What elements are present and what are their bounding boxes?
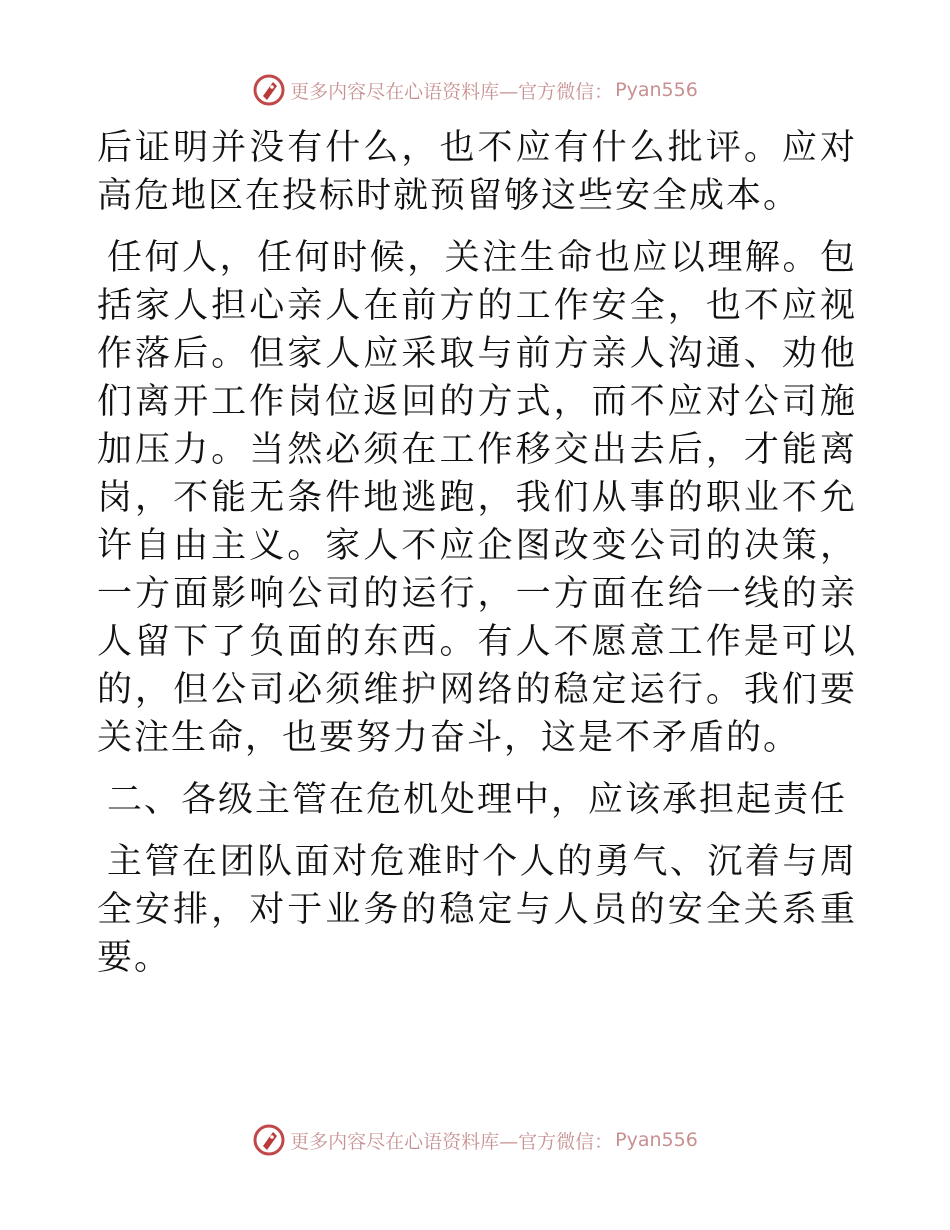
watermark-contact: Pyan556 xyxy=(615,1129,698,1151)
section-heading: 二、各级主管在危机处理中，应该承担起责任 xyxy=(107,780,848,820)
watermark-text: 更多内容尽在心语资料库—官方微信： xyxy=(290,80,614,103)
pen-nib-logo-icon xyxy=(252,73,286,107)
watermark-text: 更多内容尽在心语资料库—官方微信： xyxy=(290,1130,614,1153)
watermark-header xyxy=(0,70,950,110)
paragraph: 主管在团队面对危难时个人的勇气、沉着与周全安排，对于业务的稳定与人员的安全关系重要。 xyxy=(97,842,857,978)
watermark-contact: Pyan556 xyxy=(615,79,698,101)
document-body xyxy=(97,124,857,996)
paragraph: 任何人，任何时候，关注生命也应以理解。包括家人担心亲人在前方的工作安全，也不应视作落后。但家人应采取与前方亲人沟通、劝他们离开工作岗位返回的方式，而不应对公司施加压力。当然必须在工作移交出去后，才能离岗，不能无条件地逃跑，我们从事的职业不允许自由主义。家人不应企图改变公司的决策，一方面影响公司的运行，一方面在给一线的亲人留下了负面的东西。有人不愿意工作是可以的，但公司必须维护网络的稳定运行。我们要关注生命，也要努力奋斗，这是不矛盾的。 xyxy=(97,238,857,758)
pen-nib-logo-icon xyxy=(252,1123,286,1157)
paragraph: 后证明并没有什么，也不应有什么批评。应对高危地区在投标时就预留够这些安全成本。 xyxy=(97,128,857,216)
watermark-footer xyxy=(0,1120,950,1160)
